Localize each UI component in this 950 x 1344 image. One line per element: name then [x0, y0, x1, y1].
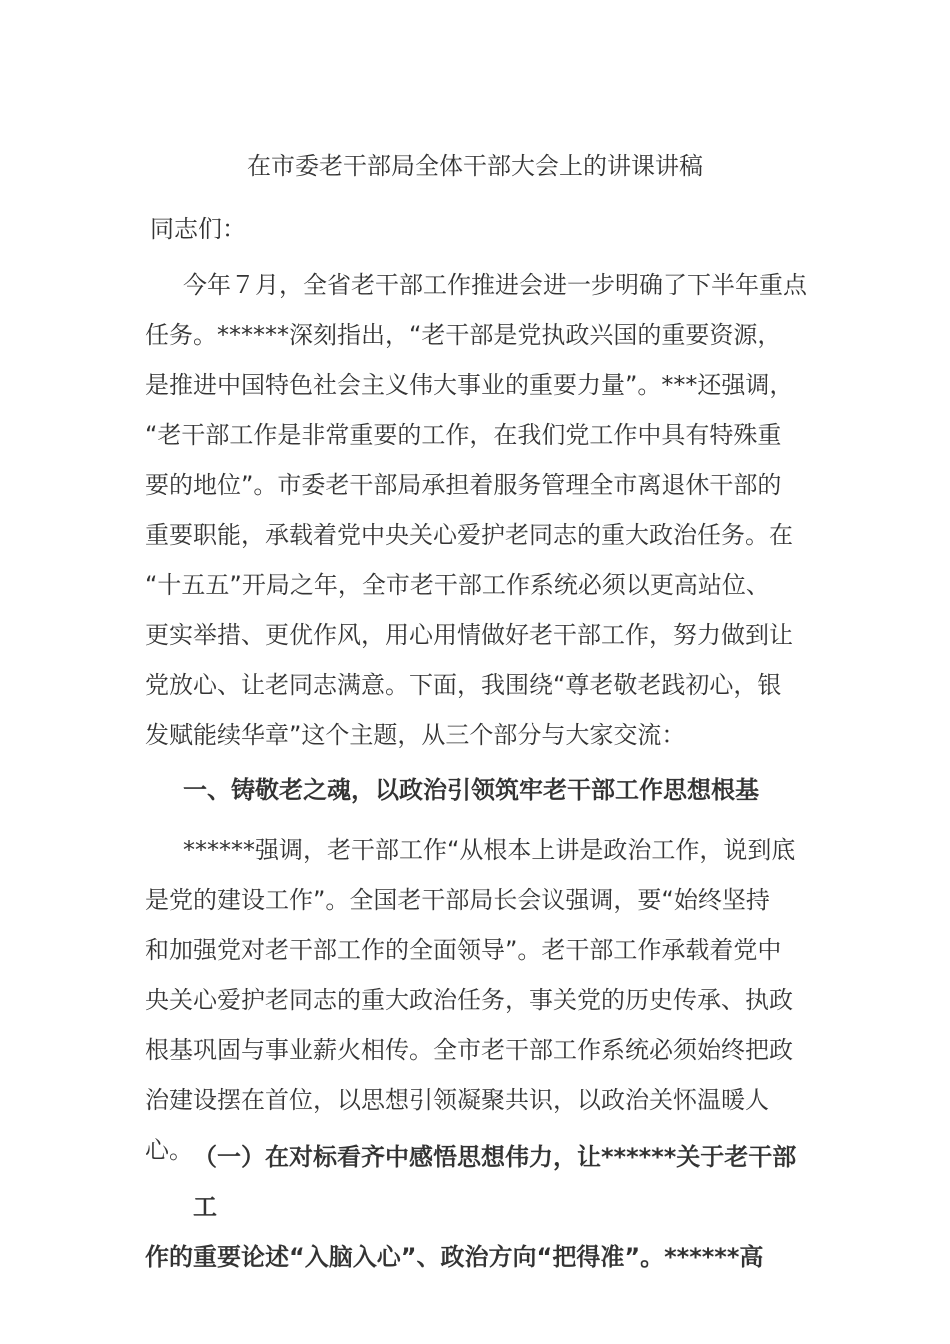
- text-line: ******强调，老干部工作“从根本上讲是政治工作，说到底: [183, 836, 796, 864]
- text-line: （一）在对标看齐中感悟思想伟力，让******关于老干部工: [193, 1143, 797, 1221]
- text-line: 是推进中国特色社会主义伟大事业的重要力量”。***还强调，: [145, 371, 794, 399]
- text-line: 和加强党对老干部工作的全面领导”。老干部工作承载着党中: [145, 936, 782, 964]
- text-line: 重要职能，承载着党中央关心爱护老同志的重大政治任务。在: [145, 521, 793, 549]
- text-line: 要的地位”。市委老干部局承担着服务管理全市离退休干部的: [145, 471, 782, 499]
- text-line: 治建设摆在首位，以思想引领凝聚共识，以政治关怀温暖人心。: [145, 1086, 769, 1164]
- text-line: 更实举措、更优作风，用心用情做好老干部工作，努力做到让: [145, 621, 793, 649]
- text-line: 发赋能续华章”这个主题，从三个部分与大家交流：: [145, 721, 686, 749]
- paragraph-section-1: [145, 825, 807, 1175]
- document-title: 在市委老干部局全体干部大会上的讲课讲稿: [247, 152, 703, 180]
- text-line: 作的重要论述“入脑入心”、政治方向“把得准”。******高: [145, 1243, 764, 1271]
- paragraph-intro: [145, 260, 807, 760]
- text-line: “老干部工作是非常重要的工作，在我们党工作中具有特殊重: [145, 421, 782, 449]
- salutation: 同志们：: [150, 215, 246, 243]
- text-line: “十五五”开局之年，全市老干部工作系统必须以更高站位、: [145, 571, 770, 599]
- text-line: 是党的建设工作”。全国老干部局长会议强调，要“始终坚持: [145, 886, 770, 914]
- section-heading-1: 一、铸敬老之魂，以政治引领筑牢老干部工作思想根基: [183, 776, 759, 804]
- text-line: 今年７月，全省老干部工作推进会进一步明确了下半年重点: [183, 271, 807, 299]
- text-line: 央关心爱护老同志的重大政治任务，事关党的历史传承、执政: [145, 986, 793, 1014]
- text-line: 党放心、让老同志满意。下面，我围绕“尊老敬老践初心，银: [145, 671, 782, 699]
- text-line: 根基巩固与事业薪火相传。全市老干部工作系统必须始终把政: [145, 1036, 793, 1064]
- text-line: 任务。******深刻指出，“老干部是党执政兴国的重要资源，: [145, 321, 782, 349]
- subsection-heading-1: [145, 1132, 807, 1282]
